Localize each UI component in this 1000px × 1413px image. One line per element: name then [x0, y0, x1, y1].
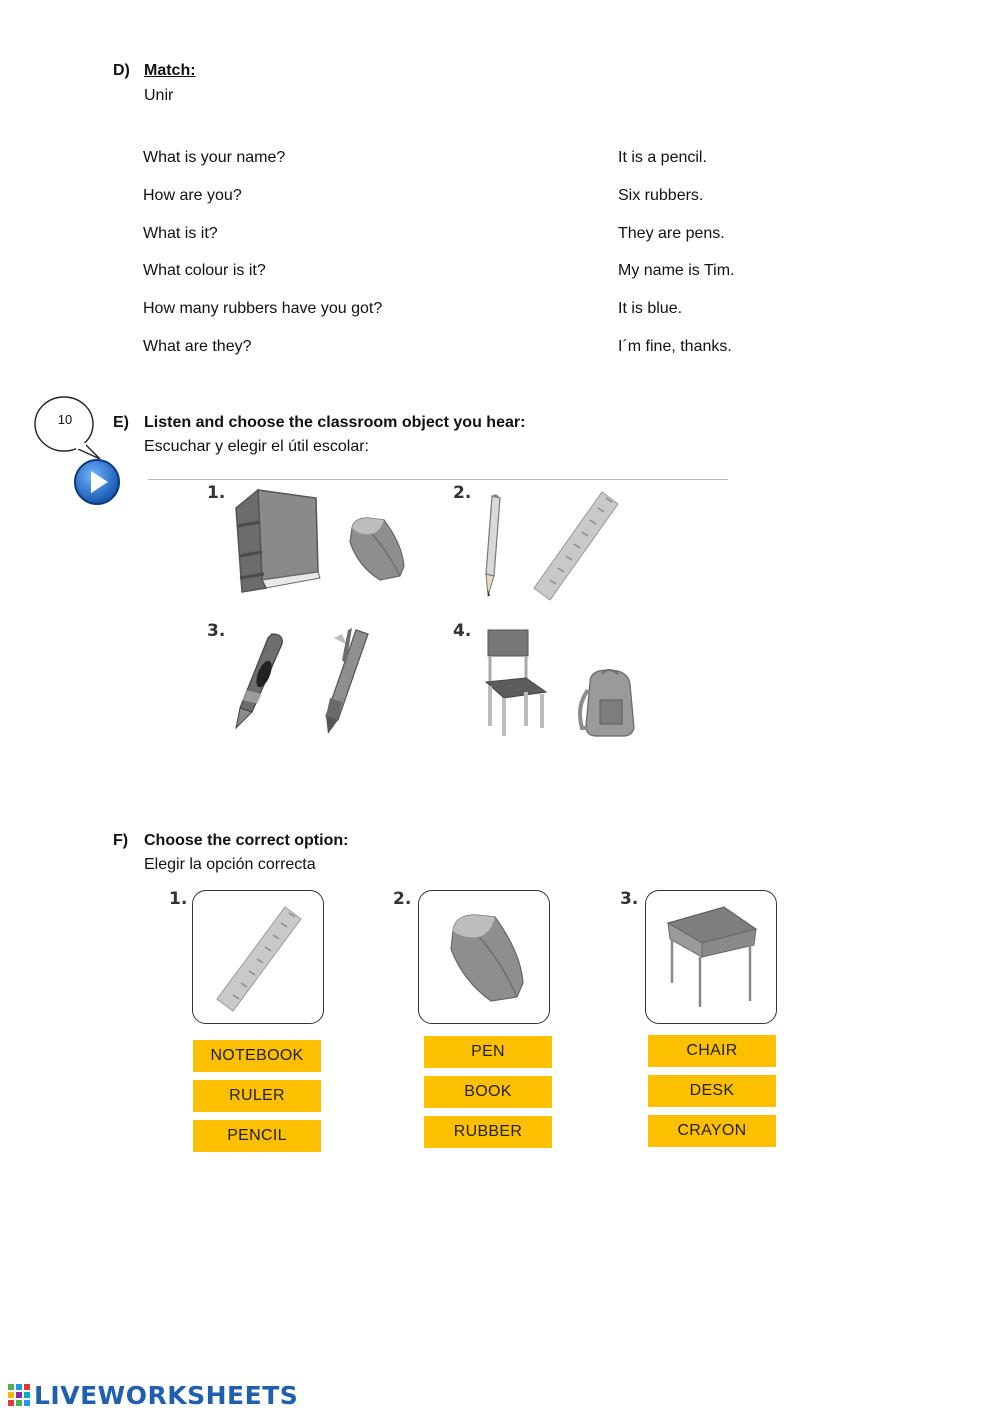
option-crayon[interactable]: CRAYON	[648, 1115, 776, 1147]
option-pen[interactable]: PEN	[424, 1036, 552, 1068]
play-audio-icon[interactable]	[73, 458, 121, 506]
section-f-title: Choose the correct option:	[144, 832, 349, 849]
match-answer-6[interactable]: I´m fine, thanks.	[618, 338, 732, 355]
match-question-3[interactable]: What is it?	[143, 225, 218, 242]
crayon-icon[interactable]	[228, 630, 292, 730]
listen-item-number-1: 1.	[207, 483, 226, 503]
match-answer-4[interactable]: My name is Tim.	[618, 262, 735, 279]
section-f-letter: F)	[113, 832, 129, 849]
choice-number-2: 2.	[393, 889, 412, 909]
logo-text: LIVEWORKSHEETS	[34, 1380, 299, 1410]
chair-icon[interactable]	[482, 626, 550, 738]
book-icon[interactable]	[228, 486, 324, 596]
option-rubber[interactable]: RUBBER	[424, 1116, 552, 1148]
section-e-title: Listen and choose the classroom object you hear:	[144, 414, 526, 431]
logo-grid-icon	[8, 1383, 32, 1407]
section-f-subtitle: Elegir la opción correcta	[144, 856, 316, 873]
section-e-subtitle: Escuchar y elegir el útil escolar:	[144, 438, 369, 455]
match-question-5[interactable]: How many rubbers have you got?	[143, 300, 383, 317]
ruler-icon[interactable]	[530, 490, 622, 602]
listen-item-number-4: 4.	[453, 621, 472, 641]
listen-item-number-3: 3.	[207, 621, 226, 641]
section-d-subtitle: Unir	[144, 87, 174, 104]
match-answer-5[interactable]: It is blue.	[618, 300, 683, 317]
liveworksheets-logo	[8, 1380, 298, 1410]
listen-item-number-2: 2.	[453, 483, 472, 503]
pencil-icon[interactable]	[478, 492, 508, 600]
backpack-icon[interactable]	[574, 666, 638, 738]
desk-icon	[662, 903, 762, 1009]
match-question-6[interactable]: What are they?	[143, 338, 252, 355]
match-question-4[interactable]: What colour is it?	[143, 262, 266, 279]
option-pencil[interactable]: PENCIL	[193, 1120, 321, 1152]
match-answer-2[interactable]: Six rubbers.	[618, 187, 704, 204]
section-e-letter: E)	[113, 414, 129, 431]
match-question-2[interactable]: How are you?	[143, 187, 242, 204]
section-d-title: Match:	[144, 62, 196, 79]
option-chair[interactable]: CHAIR	[648, 1035, 776, 1067]
choice-number-1: 1.	[169, 889, 188, 909]
pen-icon[interactable]	[316, 624, 376, 736]
option-desk[interactable]: DESK	[648, 1075, 776, 1107]
choice-number-3: 3.	[620, 889, 639, 909]
audio-number: 10	[57, 412, 73, 427]
match-answer-1[interactable]: It is a pencil.	[618, 149, 707, 166]
choice-image-frame-2	[418, 890, 550, 1024]
speech-bubble-icon	[32, 393, 104, 461]
choice-image-frame-1	[192, 890, 324, 1024]
section-d-letter: D)	[113, 62, 130, 79]
rubber-icon[interactable]	[344, 514, 406, 584]
option-ruler[interactable]: RULER	[193, 1080, 321, 1112]
rubber-icon	[447, 909, 527, 1005]
choice-image-frame-3	[645, 890, 777, 1024]
ruler-icon	[211, 903, 307, 1013]
match-question-1[interactable]: What is your name?	[143, 149, 286, 166]
match-answer-3[interactable]: They are pens.	[618, 225, 725, 242]
divider	[148, 479, 728, 480]
option-notebook[interactable]: NOTEBOOK	[193, 1040, 321, 1072]
option-book[interactable]: BOOK	[424, 1076, 552, 1108]
